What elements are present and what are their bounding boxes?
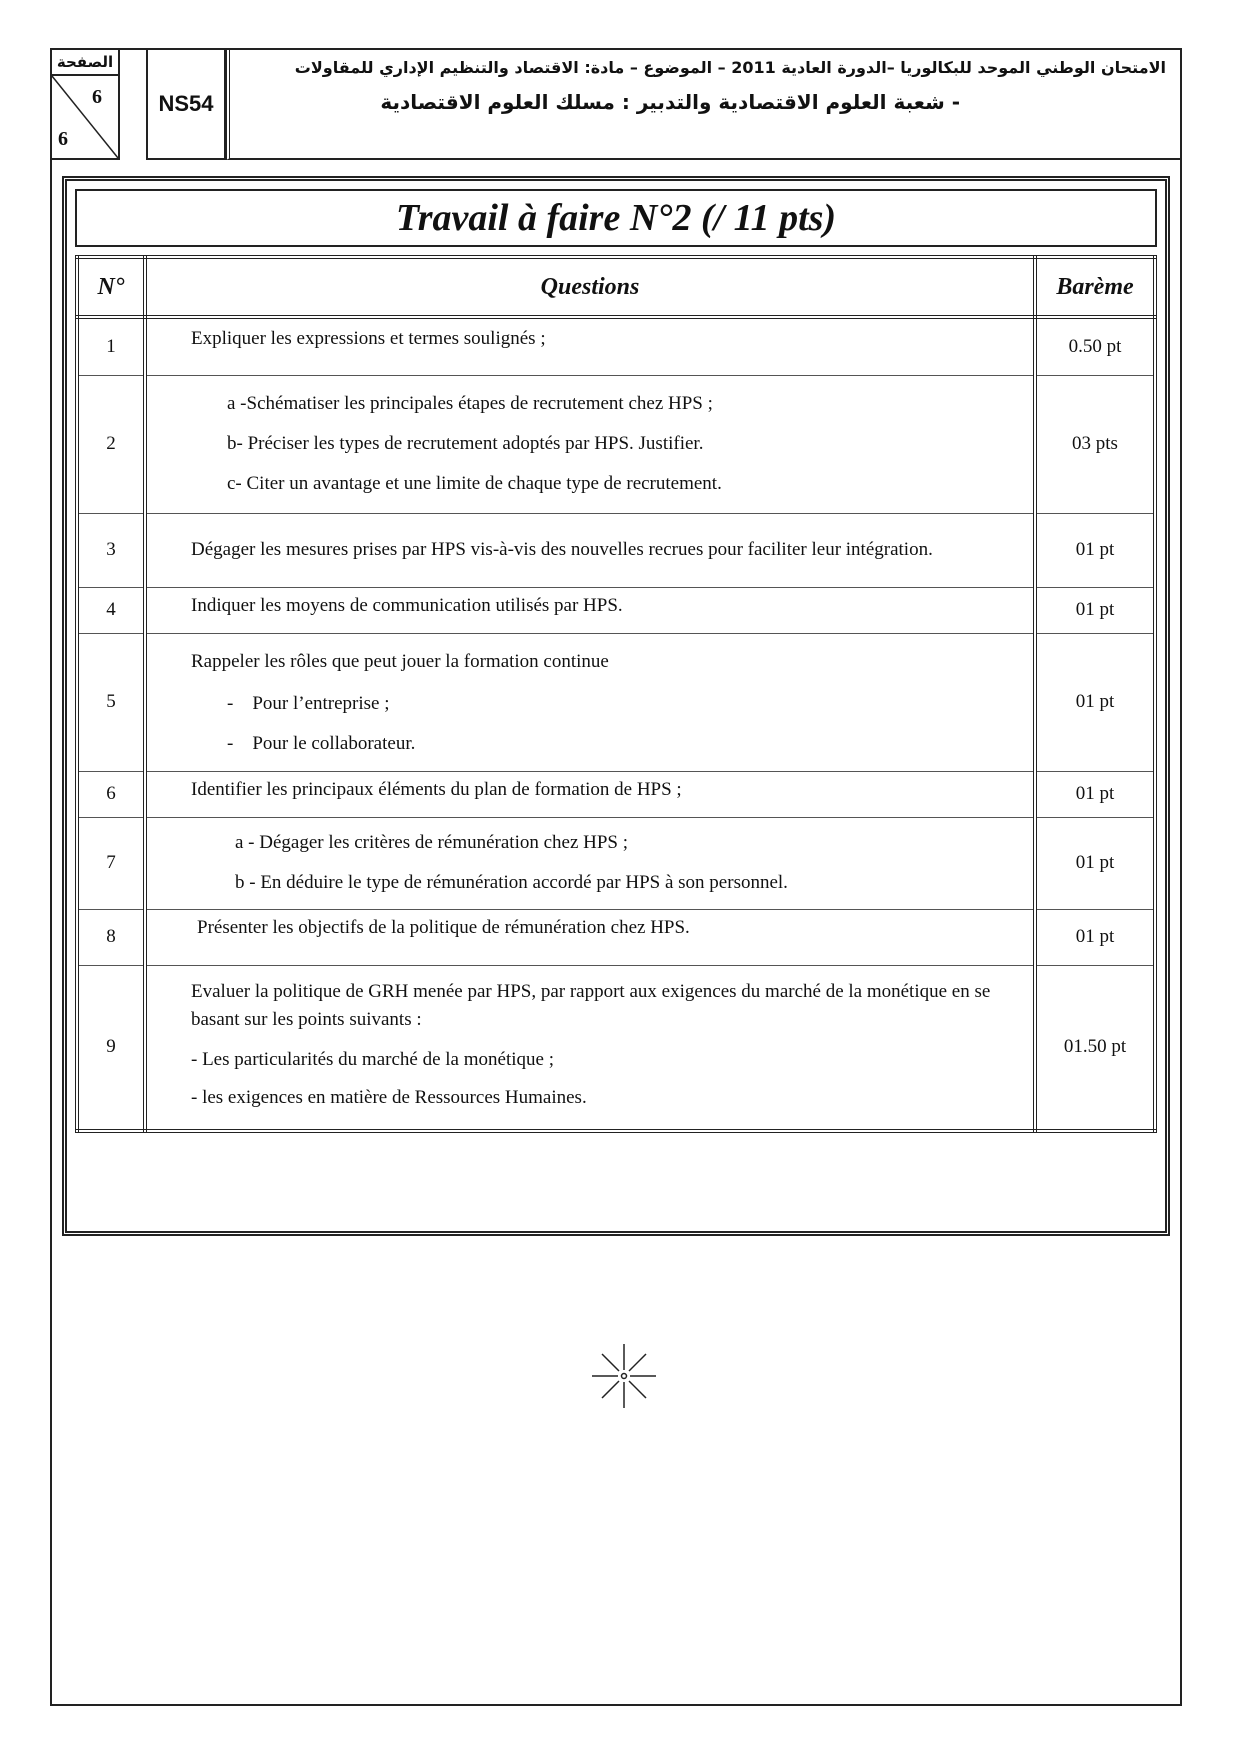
- page-total: 6: [58, 128, 68, 150]
- question-text: - Les particularités du marché de la monétique ;: [191, 1049, 554, 1071]
- col-header-questions: Questions: [145, 257, 1035, 317]
- table-row: [77, 513, 1155, 587]
- row-bareme: 03 pts: [1035, 375, 1155, 513]
- row-number: 4: [77, 587, 145, 633]
- row-number: 1: [77, 317, 145, 375]
- table-row: [77, 587, 1155, 633]
- question-text: c- Citer un avantage et une limite de chaque type de recrutement.: [227, 473, 722, 494]
- question-text: a -Schématiser les principales étapes de recrutement chez HPS ;: [227, 393, 713, 414]
- question-text: b - En déduire le type de rémunération accordé par HPS à son personnel.: [235, 872, 788, 893]
- row-number: 7: [77, 817, 145, 909]
- row-number: 9: [77, 965, 145, 1131]
- table-row: [77, 817, 1155, 909]
- table-row: [77, 909, 1155, 965]
- row-number: 8: [77, 909, 145, 965]
- question-text: Evaluer la politique de GRH menée par HPS, par rapport aux exigences du marché de la monétique en se basant sur les points suivants :: [191, 981, 991, 1031]
- row-bareme: 01 pt: [1035, 909, 1155, 965]
- row-bareme: 0.50 pt: [1035, 317, 1155, 375]
- exam-code: NS54: [146, 48, 226, 160]
- row-number: 3: [77, 513, 145, 587]
- table-row: [77, 633, 1155, 771]
- questions-table: [75, 255, 1157, 1133]
- row-number: 5: [77, 633, 145, 771]
- table-title: Travail à faire N°2 (/ 11 pts): [75, 189, 1157, 247]
- question-text: a - Dégager les critères de rémunération chez HPS ;: [235, 832, 629, 853]
- exam-title-box: [226, 48, 1182, 160]
- question-text: Présenter les objectifs de la politique de rémunération chez HPS.: [197, 916, 690, 938]
- row-bareme: 01.50 pt: [1035, 965, 1155, 1131]
- question-text: Expliquer les expressions et termes soulignés ;: [191, 328, 546, 349]
- question-text: Identifier les principaux éléments du plan de formation de HPS ;: [191, 778, 682, 800]
- row-bareme: 01 pt: [1035, 587, 1155, 633]
- table-row: [77, 375, 1155, 513]
- question-text: - Pour le collaborateur.: [227, 733, 416, 754]
- exam-title-line2: - شعبة العلوم الاقتصادية والتدبير : مسلك العلوم الاقتصادية: [380, 90, 960, 114]
- exam-title-line1: الامتحان الوطني الموحد للبكالوريا –الدورة العادية 2011 – الموضوع – مادة: الاقتصاد والتنظيم الإداري للمقاولات: [294, 58, 1166, 77]
- questions-table-box: [62, 176, 1170, 1236]
- question-text: - Pour l’entreprise ;: [227, 693, 390, 714]
- row-bareme: 01 pt: [1035, 817, 1155, 909]
- question-text: b- Préciser les types de recrutement adoptés par HPS. Justifier.: [227, 433, 704, 454]
- row-number: 6: [77, 771, 145, 817]
- page-number-box: [50, 48, 120, 160]
- question-text: Dégager les mesures prises par HPS vis-à-vis des nouvelles recrues pour faciliter leur intégration.: [191, 539, 933, 560]
- table-row: [77, 317, 1155, 375]
- question-text: Indiquer les moyens de communication utilisés par HPS.: [191, 594, 623, 616]
- col-header-bareme: Barème: [1035, 257, 1155, 317]
- row-bareme: 01 pt: [1035, 633, 1155, 771]
- page-current: 6: [92, 86, 102, 108]
- row-number: 2: [77, 375, 145, 513]
- table-row: [77, 965, 1155, 1131]
- col-header-n: N°: [77, 257, 145, 317]
- row-bareme: 01 pt: [1035, 513, 1155, 587]
- question-text: Rappeler les rôles que peut jouer la formation continue: [191, 651, 609, 672]
- table-row: [77, 771, 1155, 817]
- row-bareme: 01 pt: [1035, 771, 1155, 817]
- question-text: - les exigences en matière de Ressources Humaines.: [191, 1087, 587, 1109]
- page-label: الصفحة: [52, 52, 118, 76]
- end-star-icon: [588, 1340, 660, 1412]
